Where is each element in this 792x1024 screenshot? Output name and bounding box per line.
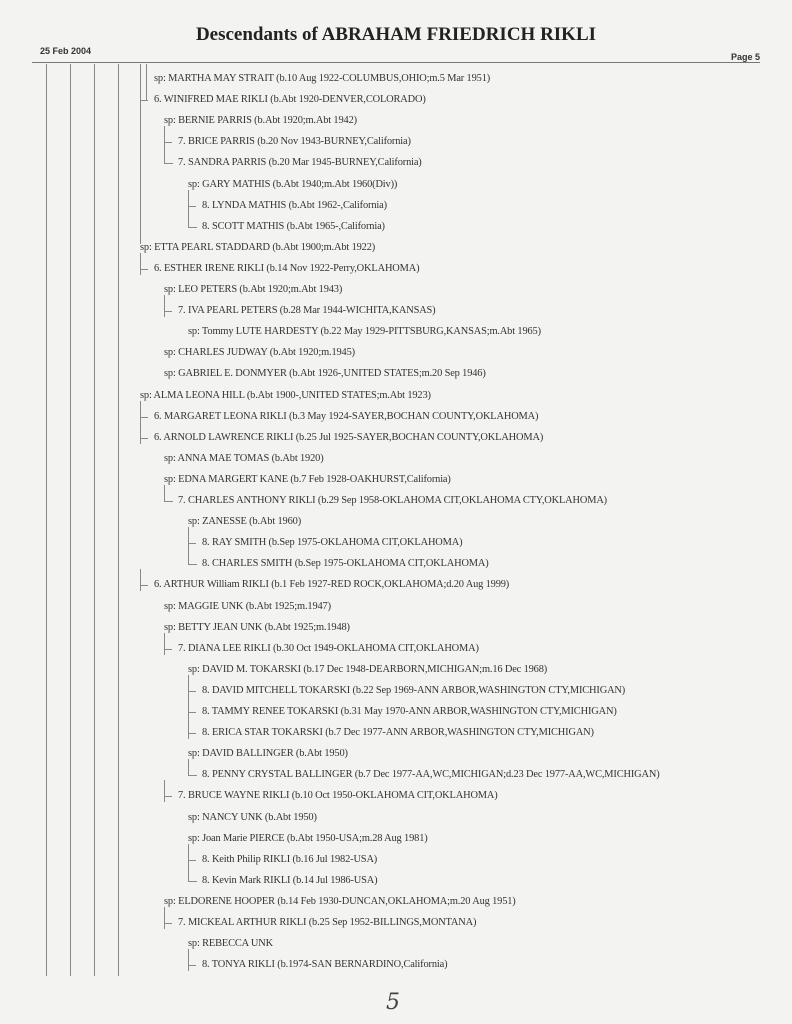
- spouse-entry: sp: LEO PETERS (b.Abt 1920;m.Abt 1943): [164, 284, 343, 295]
- descendant-entry: 6. WINIFRED MAE RIKLI (b.Abt 1920-DENVER,COLORADO): [154, 94, 426, 106]
- descendant-entry: 8. LYNDA MATHIS (b.Abt 1962-,California): [202, 199, 387, 211]
- tree-connector: [188, 844, 197, 866]
- tree-connector: [188, 717, 197, 739]
- tree-tick: [164, 923, 172, 924]
- tree-tick: [140, 438, 148, 439]
- descendant-entry: 8. Keith Philip RIKLI (b.16 Jul 1982-USA): [202, 853, 378, 865]
- tree-tick: [140, 417, 148, 418]
- tree-connector: [188, 696, 197, 718]
- tree-tick: [188, 965, 196, 966]
- tree-connector: [140, 422, 149, 444]
- tree-connector: [140, 253, 149, 275]
- spouse-entry: sp: ETTA PEARL STADDARD (b.Abt 1900;m.Abt 1922): [140, 241, 376, 253]
- tree-connector: [164, 295, 173, 317]
- descendant-entry: 6. MARGARET LEONA RIKLI (b.3 May 1924-SAYER,BOCHAN COUNTY,OKLAHOMA): [154, 410, 539, 422]
- tree-connector: [188, 211, 197, 228]
- tree-connector: [140, 401, 149, 423]
- tree-tick: [188, 733, 196, 734]
- tree-tick: [140, 100, 148, 101]
- page-title: Descendants of ABRAHAM FRIEDRICH RIKLI: [195, 24, 597, 45]
- generation-line-1: [46, 64, 47, 976]
- report-date: 25 Feb 2004: [40, 46, 92, 56]
- spouse-entry: sp: GABRIEL E. DONMYER (b.Abt 1926-,UNITED STATES;m.20 Sep 1946): [164, 368, 486, 380]
- descendant-entry: 7. MICKEAL ARTHUR RIKLI (b.25 Sep 1952-BILLINGS,MONTANA): [178, 917, 477, 928]
- spouse-entry: sp: CHARLES JUDWAY (b.Abt 1920;m.1945): [164, 347, 355, 359]
- tree-tick: [140, 585, 148, 586]
- descendant-entry: 7. SANDRA PARRIS (b.20 Mar 1945-BURNEY,California): [178, 157, 422, 169]
- descendant-entry: 6. ESTHER IRENE RIKLI (b.14 Nov 1922-Perry,OKLAHOMA): [154, 262, 420, 274]
- tree-connector: [188, 190, 197, 212]
- tree-tick: [188, 691, 196, 692]
- descendant-entry: 8. Kevin Mark RIKLI (b.14 Jul 1986-USA): [202, 874, 378, 886]
- spouse-entry: sp: GARY MATHIS (b.Abt 1940;m.Abt 1960(Div)): [188, 178, 398, 190]
- handwritten-page-number: 5: [386, 990, 400, 1015]
- tree-connector: [140, 84, 149, 106]
- spouse-entry: sp: REBECCA UNK: [188, 938, 273, 950]
- descendant-entry: 8. CHARLES SMITH (b.Sep 1975-OKLAHOMA CIT,OKLAHOMA): [202, 558, 489, 570]
- tree-connector: [188, 759, 197, 776]
- tree-tick: [188, 860, 196, 861]
- spouse-entry: sp: MAGGIE UNK (b.Abt 1925;m.1947): [164, 600, 331, 612]
- tree-connector: [140, 569, 149, 591]
- descendant-entry: 8. TAMMY RENEE TOKARSKI (b.31 May 1970-ANN ARBOR,WASHINGTON CTY,MICHIGAN): [202, 706, 617, 717]
- tree-tick: [188, 712, 196, 713]
- tree-tick: [164, 142, 172, 143]
- spouse-entry: sp: DAVID M. TOKARSKI (b.17 Dec 1948-DEARBORN,MICHIGAN;m.16 Dec 1968): [188, 663, 548, 675]
- spouse-entry: sp: Tommy LUTE HARDESTY (b.22 May 1929-PITTSBURG,KANSAS;m.Abt 1965): [188, 326, 541, 338]
- tree-connector: [164, 126, 173, 148]
- page-number: Page 5: [730, 52, 760, 62]
- descendant-entry: 8. RAY SMITH (b.Sep 1975-OKLAHOMA CIT,OKLAHOMA): [202, 537, 463, 549]
- spouse-entry: sp: ANNA MAE TOMAS (b.Abt 1920): [164, 452, 324, 464]
- descendant-entry: 7. BRUCE WAYNE RIKLI (b.10 Oct 1950-OKLAHOMA CIT,OKLAHOMA): [178, 790, 498, 802]
- descendant-entry: 8. TONYA RIKLI (b.1974-SAN BERNARDINO,California): [202, 959, 448, 971]
- descendant-entry: 8. SCOTT MATHIS (b.Abt 1965-,California): [202, 220, 385, 232]
- spouse-entry: sp: BERNIE PARRIS (b.Abt 1920;m.Abt 1942): [164, 115, 357, 127]
- descendant-entry: 8. PENNY CRYSTAL BALLINGER (b.7 Dec 1977-AA,WC,MICHIGAN;d.23 Dec 1977-AA,WC,MICHIGAN): [202, 769, 660, 781]
- descendant-entry: 7. DIANA LEE RIKLI (b.30 Oct 1949-OKLAHOMA CIT,OKLAHOMA): [178, 642, 479, 654]
- tree-connector: [188, 865, 197, 882]
- spouse-entry: sp: Joan Marie PIERCE (b.Abt 1950-USA;m.28 Aug 1981): [188, 832, 428, 844]
- spouse-entry: sp: NANCY UNK (b.Abt 1950): [188, 811, 317, 823]
- tree-tick: [188, 543, 196, 544]
- generation-line-2: [70, 64, 71, 976]
- header-rule: [32, 62, 760, 63]
- spouse-entry: sp: ALMA LEONA HILL (b.Abt 1900-,UNITED STATES;m.Abt 1923): [140, 389, 431, 401]
- descendant-entry: 6. ARTHUR William RIKLI (b.1 Feb 1927-RED ROCK,OKLAHOMA;d.20 Aug 1999): [154, 579, 510, 591]
- tree-tick: [140, 269, 148, 270]
- tree-tick: [188, 206, 196, 207]
- tree-tick: [164, 311, 172, 312]
- tree-tick: [164, 649, 172, 650]
- tree-connector: [188, 949, 197, 971]
- descendant-entry: 7. CHARLES ANTHONY RIKLI (b.29 Sep 1958-OKLAHOMA CIT,OKLAHOMA CTY,OKLAHOMA): [178, 495, 607, 506]
- generation-line-4: [118, 64, 119, 976]
- descendant-entry: 8. ERICA STAR TOKARSKI (b.7 Dec 1977-ANN ARBOR,WASHINGTON CTY,MICHIGAN): [202, 727, 594, 739]
- tree-connector: [164, 907, 173, 929]
- descendant-entry: 7. BRICE PARRIS (b.20 Nov 1943-BURNEY,California): [178, 136, 411, 148]
- tree-connector: [164, 147, 173, 164]
- spouse-entry: sp: BETTY JEAN UNK (b.Abt 1925;m.1948): [164, 621, 350, 633]
- tree-tick: [164, 796, 172, 797]
- tree-connector: [164, 780, 173, 802]
- spouse-entry: sp: ELDORENE HOOPER (b.14 Feb 1930-DUNCAN,OKLAHOMA;m.20 Aug 1951): [164, 895, 516, 907]
- spouse-entry: sp: ZANESSE (b.Abt 1960): [188, 516, 302, 528]
- descendant-entry: 8. DAVID MITCHELL TOKARSKI (b.22 Sep 1969-ANN ARBOR,WASHINGTON CTY,MICHIGAN): [202, 684, 626, 696]
- tree-connector: [164, 485, 173, 502]
- spouse-entry: sp: MARTHA MAY STRAIT (b.10 Aug 1922-COLUMBUS,OHIO;m.5 Mar 1951): [154, 73, 491, 84]
- tree-connector: [188, 675, 197, 697]
- tree-connector: [188, 527, 197, 549]
- tree-connector: [164, 633, 173, 655]
- descendant-entry: 7. IVA PEARL PETERS (b.28 Mar 1944-WICHITA,KANSAS): [178, 305, 436, 317]
- descendant-entry: 6. ARNOLD LAWRENCE RIKLI (b.25 Jul 1925-SAYER,BOCHAN COUNTY,OKLAHOMA): [154, 431, 544, 443]
- spouse-entry: sp: EDNA MARGERT KANE (b.7 Feb 1928-OAKHURST,California): [164, 473, 451, 485]
- generation-line-3: [94, 64, 95, 976]
- tree-connector: [188, 548, 197, 565]
- spouse-entry: sp: DAVID BALLINGER (b.Abt 1950): [188, 748, 348, 760]
